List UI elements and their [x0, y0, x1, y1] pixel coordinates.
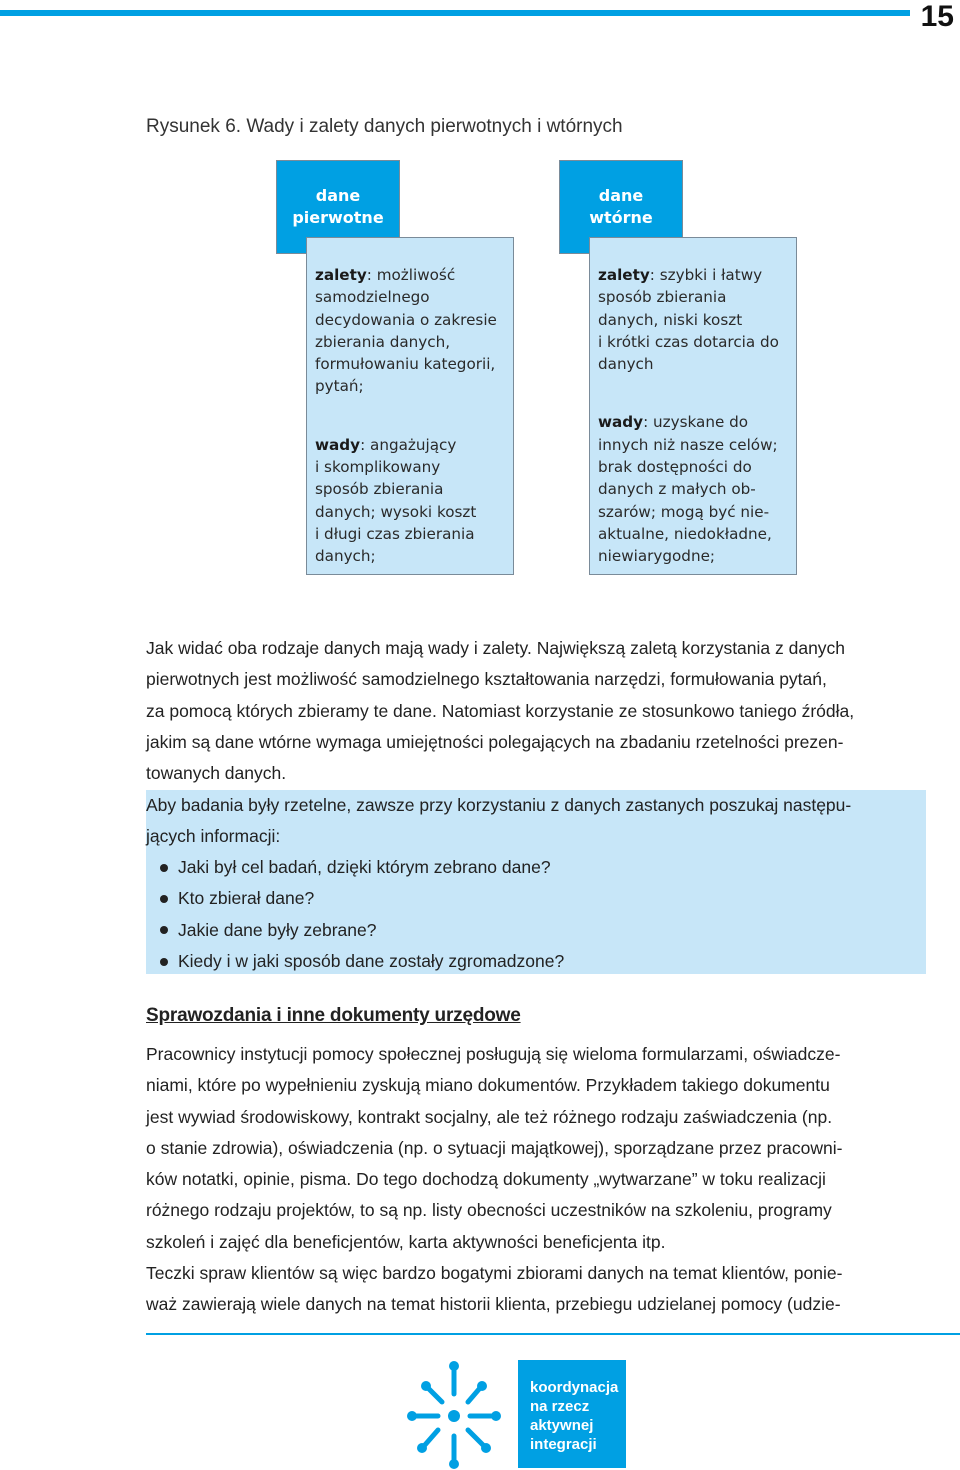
cons-label: wady — [315, 435, 361, 454]
bullet-icon — [160, 895, 168, 903]
header-rule — [0, 10, 910, 16]
list-item — [160, 946, 564, 977]
pros-label: zalety — [598, 266, 650, 284]
bullet-icon — [160, 864, 168, 872]
pros-line: danych, niski koszt — [598, 310, 743, 329]
secondary-data-box — [589, 237, 797, 575]
pros-line: : możliwość — [366, 266, 456, 284]
text-line: szkoleń i zajęć dla beneficjentów, karta aktywności beneficjenta itp. — [146, 1231, 666, 1252]
pros-label: zalety — [315, 266, 367, 284]
logo-line: koordynacja — [530, 1379, 619, 1396]
pros-line: : szybki i łatwy — [649, 266, 763, 284]
primary-header-line2: pierwotne — [292, 208, 384, 227]
cons-line: sposób zbierania — [315, 480, 444, 499]
pros-line: i krótki czas dotarcia do — [598, 332, 779, 351]
text-line: jakim są dane wtórne wymaga umiejętności polegających na zbadaniu rzetelności prezen- — [146, 731, 844, 752]
text-line: jest wywiad środowiskowy, kontrakt socjalny, ale też różnego rodzaju zaświadczenia (np. — [146, 1106, 833, 1127]
text-line: Jak widać oba rodzaje danych mają wady i zalety. Największą zaletą korzystania z danych — [146, 638, 846, 658]
text-line: jących informacji: — [146, 826, 281, 847]
primary-header-line1: dane — [315, 186, 361, 205]
cons-line: danych z małych ob- — [598, 480, 756, 499]
logo-line: aktywnej — [530, 1417, 594, 1434]
paragraph-documents — [146, 1039, 928, 1321]
paragraph-comparison — [146, 633, 928, 789]
primary-pros — [315, 264, 505, 398]
cons-line: danych; wysoki koszt — [315, 502, 477, 521]
secondary-cons — [598, 411, 788, 567]
text-line: niami, które po wypełnieniu zyskują miano dokumentów. Przykładem takiego dokumentu — [146, 1075, 830, 1096]
bullet-icon — [160, 958, 168, 966]
pros-line: zbierania danych, — [315, 332, 451, 351]
logo-line: integracji — [530, 1436, 597, 1453]
text-line: waż zawierają wiele danych na temat historii klienta, przebiegu udzielanej pomocy (udzie- — [146, 1294, 841, 1315]
text-line: różnego rodzaju projektów, to są np. listy obecności uczestników na szkoleniu, programy — [146, 1200, 832, 1221]
section-heading: Sprawozdania i inne dokumenty urzędowe — [146, 1005, 521, 1026]
pros-line: danych — [598, 355, 654, 374]
logo-line: na rzecz — [530, 1398, 590, 1415]
list-item-text: Jaki był cel badań, dzięki którym zebrano dane? — [178, 857, 551, 877]
cons-line: brak dostępności do — [598, 458, 752, 477]
text-line: o stanie zdrowia), oświadczenia (np. o sytuacji majątkowej), sporządzane przez pracowni- — [146, 1137, 843, 1158]
list-item — [160, 883, 564, 914]
text-line: Teczki spraw klientów są więc bardzo bogatymi zbiorami danych na temat klientów, ponie- — [146, 1263, 843, 1284]
cons-line: niewiarygodne; — [598, 547, 716, 566]
text-line: ków notatki, opinie, pisma. Do tego dochodzą dokumenty „wytwarzane” w toku realizacji — [146, 1169, 826, 1190]
secondary-header-line2: wtórne — [589, 208, 653, 227]
question-list — [160, 852, 564, 977]
footer-rule — [146, 1333, 960, 1335]
list-item — [160, 852, 564, 883]
cons-line: szarów; mogą być nie- — [598, 502, 770, 521]
cons-line: danych; — [315, 547, 376, 566]
text-line: towanych danych. — [146, 763, 287, 784]
bullet-icon — [160, 926, 168, 934]
cons-label: wady — [598, 413, 644, 432]
pros-line: sposób zbierania — [598, 288, 727, 307]
primary-cons — [315, 434, 505, 568]
primary-data-box — [306, 237, 514, 575]
cons-line: : uzyskane do — [643, 413, 749, 432]
cons-line: i skomplikowany — [315, 458, 441, 477]
network-logo-icon — [398, 1358, 510, 1470]
list-item — [160, 915, 564, 946]
page-number: 15 — [920, 0, 954, 33]
figure-caption: Rysunek 6. Wady i zalety danych pierwotnych i wtórnych — [146, 116, 623, 137]
cons-line: : angażujący — [360, 435, 457, 454]
pros-line: formułowaniu kategorii, — [315, 355, 496, 374]
page-header — [0, 0, 960, 40]
cons-line: i długi czas zbierania — [315, 524, 475, 543]
list-item-text: Kto zbierał dane? — [178, 888, 315, 909]
text-line: Pracownicy instytucji pomocy społecznej posługują się wieloma formularzami, oświadcze- — [146, 1044, 841, 1064]
list-item-text: Kiedy i w jaki sposób dane zostały zgromadzone? — [178, 950, 565, 971]
cons-line: aktualne, niedokładne, — [598, 524, 772, 543]
text-line: pierwotnych jest możliwość samodzielnego kształtowania narzędzi, formułowania pytań, — [146, 669, 827, 690]
pros-line: decydowania o zakresie — [315, 310, 497, 329]
logo-text-box — [518, 1360, 626, 1468]
secondary-header-line1: dane — [598, 186, 644, 205]
pros-line: pytań; — [315, 377, 364, 396]
highlight-intro — [146, 790, 928, 853]
cons-line: innych niż nasze celów; — [598, 435, 778, 454]
pros-line: samodzielnego — [315, 288, 430, 307]
secondary-pros — [598, 264, 788, 375]
text-line: za pomocą których zbieramy te dane. Natomiast korzystanie ze stosunkowo taniego źródła, — [146, 700, 855, 721]
text-line: Aby badania były rzetelne, zawsze przy korzystaniu z danych zastanych poszukaj następu- — [146, 795, 852, 815]
list-item-text: Jakie dane były zebrane? — [178, 919, 377, 940]
